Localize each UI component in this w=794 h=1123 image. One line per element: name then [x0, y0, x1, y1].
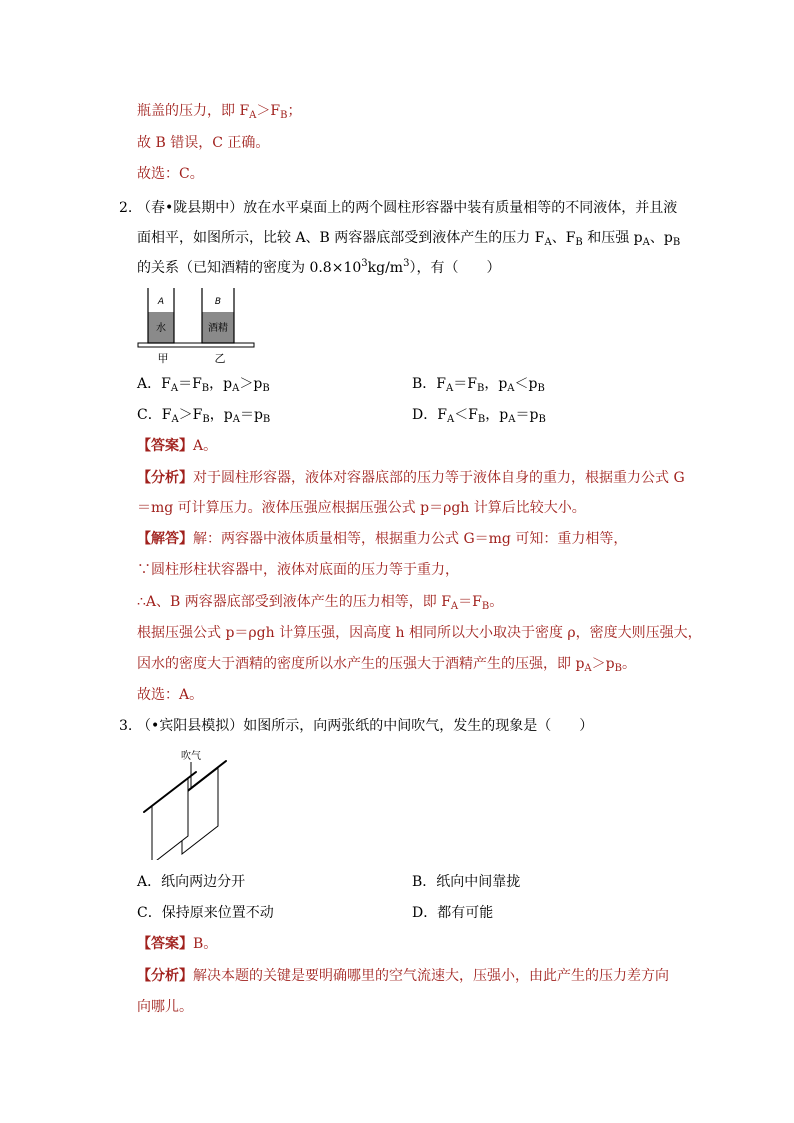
option-label: D．: [412, 407, 438, 423]
prev-text: ＞F: [256, 103, 281, 119]
stem-text: ），有（ ）: [409, 260, 501, 276]
option-text: ，p: [209, 407, 233, 423]
subscript: A: [446, 383, 454, 394]
q2-number: 2.: [119, 200, 133, 216]
q2-stem-line-2: [137, 228, 680, 248]
right-liquid-label: 酒精: [208, 323, 228, 334]
q2-stem-line-1: （春•陇县期中）放在水平桌面上的两个圆柱形容器中装有质量相等的不同液体，并且液: [137, 200, 678, 216]
q2-analysis-line-1: [137, 468, 685, 488]
subscript: B: [575, 237, 583, 248]
paper-figure: [138, 748, 242, 860]
superscript: 3: [361, 258, 368, 269]
containers-figure: [136, 286, 258, 366]
prev-choice-line: 故选：C。: [137, 166, 204, 182]
solution-text: 。: [489, 594, 504, 610]
q3-option-b: B．纸向中间靠拢: [412, 874, 521, 890]
blow-air-label: 吹气: [181, 751, 201, 762]
subscript: B: [481, 601, 490, 612]
q3-stem: （•宾阳县模拟）如图所示，向两张纸的中间吹气，发生的现象是（ ）: [137, 718, 594, 734]
subscript: B: [262, 383, 270, 394]
left-container-letter: A: [157, 297, 165, 307]
solution-text: ＞p: [591, 656, 615, 672]
analysis-text: 解决本题的关键是要明确哪里的空气流速大，压强小，由此产生的压力差方向: [193, 968, 669, 984]
subscript: A: [642, 237, 650, 248]
option-text: ，p: [209, 376, 233, 392]
stem-text: 和压强 p: [582, 230, 643, 246]
stem-text: 、p: [649, 230, 673, 246]
option-label: B．: [412, 376, 437, 392]
option-text: ，p: [485, 407, 509, 423]
option-label: A．: [137, 376, 162, 392]
answer-tag: 【答案】: [137, 438, 193, 454]
solution-text: ∴A、B 两容器底部受到液体产生的压力相等，即 F: [137, 594, 451, 610]
subscript: B: [476, 383, 485, 394]
option-text: ＞p: [239, 376, 263, 392]
subscript: A: [450, 601, 459, 612]
subscript: A: [249, 110, 257, 121]
q3-answer-line: [137, 934, 217, 954]
subscript: B: [538, 414, 546, 425]
option-text: F: [437, 407, 447, 423]
subscript: A: [544, 237, 552, 248]
option-text: ＝p: [515, 407, 539, 423]
prev-judgement-line: 故 B 错误，C 正确。: [137, 135, 270, 151]
subscript: B: [262, 414, 271, 425]
q3-analysis-line-2: 向哪儿。: [137, 999, 193, 1015]
q2-option-c: [137, 405, 270, 425]
table-surface: [138, 343, 254, 347]
subscript: A: [508, 414, 516, 425]
right-caption: 乙: [214, 352, 226, 365]
answer-tag: 【答案】: [137, 936, 193, 952]
subscript: A: [232, 414, 240, 425]
option-text: ，p: [484, 376, 508, 392]
analysis-tag: 【分析】: [137, 968, 193, 984]
option-text: ＝F: [453, 376, 477, 392]
analysis-tag: 【分析】: [137, 470, 193, 486]
subscript: B: [614, 663, 622, 674]
option-text: ＞F: [178, 407, 203, 423]
left-caption: 甲: [157, 352, 169, 365]
stem-text: kg/m: [367, 260, 404, 276]
subscript: B: [201, 383, 210, 394]
q3-option-a: A．纸向两边分开: [137, 874, 246, 890]
subscript: B: [280, 110, 288, 121]
q2-answer-line: [137, 436, 217, 456]
q2-option-a: [137, 374, 270, 394]
solution-text: 解：两容器中液体质量相等，根据重力公式 G＝mg 可知：重力相等，: [193, 531, 628, 547]
option-text: F: [161, 376, 171, 392]
q2-solution-line-3: [137, 592, 503, 612]
answer-text: A。: [193, 438, 218, 454]
option-label: C．: [137, 407, 162, 423]
right-container-letter: B: [214, 297, 222, 307]
q2-option-d: [412, 405, 546, 425]
subscript: B: [202, 414, 210, 425]
option-text: F: [436, 376, 447, 392]
q2-solution-line-5: [137, 654, 636, 674]
prev-text: 瓶盖的压力，即 F: [137, 103, 250, 119]
option-text: ＜p: [514, 376, 538, 392]
prev-conclusion-line: [137, 101, 301, 121]
q3-option-d: D．都有可能: [412, 905, 494, 921]
option-text: ＜F: [454, 407, 478, 423]
option-text: ＝F: [178, 376, 202, 392]
q3-number: 3.: [119, 718, 133, 734]
q2-solution-line-1: [137, 529, 627, 549]
option-text: F: [161, 407, 172, 423]
solution-text: 。: [621, 656, 636, 672]
subscript: A: [446, 414, 455, 425]
solution-text: 因水的密度大于酒精的密度所以水产生的压强大于酒精产生的压强，即 p: [137, 656, 585, 672]
prev-text: ；: [287, 103, 302, 119]
stem-text: 面相平，如图所示，比较 A、B 两容器底部受到液体产生的压力 F: [137, 230, 545, 246]
answer-text: B。: [193, 936, 218, 952]
q2-solution-line-4: 根据压强公式 p＝ρgh 计算压强，因高度 h 相同所以大小取决于密度 ρ，密度大则压强大，: [137, 625, 702, 641]
q2-solution-line-2: ∵圆柱形柱状容器中，液体对底面的压力等于重力，: [137, 562, 459, 578]
q2-analysis-line-2: ＝mg 可计算压力。液体压强应根据压强公式 p＝ρgh 计算后比较大小。: [137, 500, 586, 516]
q3-option-c: C．保持原来位置不动: [137, 905, 274, 921]
subscript: A: [584, 663, 592, 674]
subscript: A: [232, 383, 240, 394]
q2-option-b: [412, 374, 545, 394]
subscript: A: [170, 383, 179, 394]
analysis-text: 对于圆柱形容器，液体对容器底部的压力等于液体自身的重力，根据重力公式 G: [193, 470, 685, 486]
left-liquid-label: 水: [156, 323, 166, 334]
subscript: B: [672, 237, 681, 248]
subscript: B: [477, 414, 486, 425]
stem-text: 的关系（已知酒精的密度为 0.8×10: [137, 260, 362, 276]
option-text: ＝p: [239, 407, 263, 423]
solution-text: ＝F: [458, 594, 482, 610]
stem-text: 、F: [551, 230, 576, 246]
superscript: 3: [403, 258, 410, 269]
subscript: B: [537, 383, 545, 394]
subscript: A: [171, 414, 179, 425]
subscript: A: [507, 383, 515, 394]
q2-final-choice: 故选：A。: [137, 687, 204, 703]
q3-analysis-line-1: [137, 966, 669, 986]
q2-stem-line-3: [137, 258, 500, 278]
solution-tag: 【解答】: [137, 531, 193, 547]
